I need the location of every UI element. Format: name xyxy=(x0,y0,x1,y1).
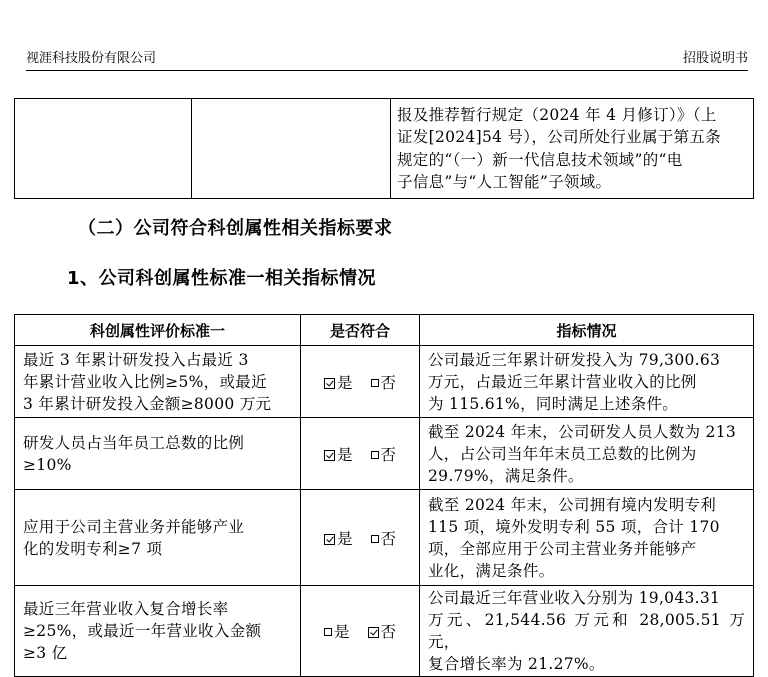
no-option xyxy=(368,620,397,642)
text-line: 子信息”与“人工智能”子领域。 xyxy=(397,173,612,191)
text-line: 截至 2024 年末，公司拥有境内发明专利 xyxy=(428,495,717,514)
text-line: 公司最近三年累计研发投入为 79,300.63 xyxy=(428,350,721,369)
compliance-cell xyxy=(301,586,420,677)
table-header-row xyxy=(15,315,754,346)
detail-cell xyxy=(420,346,754,418)
section-title: （二）公司符合科创属性相关指标要求 xyxy=(78,218,393,239)
empty-cell xyxy=(15,99,192,199)
text-line: 万元，占最近三年累计营业收入的比例 xyxy=(428,372,697,391)
table-row xyxy=(15,418,754,490)
no-label: 否 xyxy=(380,623,397,641)
yes-option xyxy=(324,620,350,642)
text-line: 公司最近三年营业收入分别为 19,043.31 xyxy=(428,589,721,607)
yes-option xyxy=(324,527,353,549)
standard-cell xyxy=(15,346,301,418)
no-option xyxy=(371,371,397,393)
text-line: 最近三年营业收入复合增长率 xyxy=(23,600,229,618)
text-line: 3 年累计研发投入金额≥8000 万元 xyxy=(23,394,272,413)
unchecked-box-icon xyxy=(371,379,379,387)
text-line: 化的发明专利≥7 项 xyxy=(23,539,163,558)
subsection-title: 1、公司科创属性标准一相关指标情况 xyxy=(67,268,377,289)
compliance-cell xyxy=(301,418,420,490)
text-line: 为 115.61%，同时满足上述条件。 xyxy=(428,394,679,413)
yes-label: 是 xyxy=(336,445,353,464)
text-line: 截至 2024 年末，公司研发人员人数为 213 xyxy=(428,422,737,441)
text-line: 人，占公司当年年末员工总数的比例为 xyxy=(428,444,697,463)
yes-label: 是 xyxy=(336,373,353,392)
company-name: 视涯科技股份有限公司 xyxy=(26,51,157,66)
criteria-table xyxy=(14,314,754,677)
text-line: 29.79%，满足条件。 xyxy=(428,466,584,485)
no-label: 否 xyxy=(380,529,397,548)
compliance-cell xyxy=(301,490,420,586)
text-line: 研发人员占当年员工总数的比例 xyxy=(23,433,245,452)
empty-cell xyxy=(192,99,391,199)
unchecked-box-icon xyxy=(371,451,379,459)
checked-box-icon xyxy=(324,534,335,545)
standard-cell xyxy=(15,418,301,490)
checked-box-icon xyxy=(368,627,379,638)
column-header: 科创属性评价标准一 xyxy=(15,315,301,346)
no-option xyxy=(371,527,397,549)
text-line: 证发[2024]54 号），公司所处行业属于第五条 xyxy=(397,128,721,146)
text-line: 应用于公司主营业务并能够产业 xyxy=(23,517,245,536)
text-line: ≥10% xyxy=(23,455,72,474)
unchecked-box-icon xyxy=(371,535,379,543)
no-option xyxy=(371,443,397,465)
text-line: 最近 3 年累计研发投入占最近 3 xyxy=(23,350,249,369)
table-row xyxy=(15,346,754,418)
checked-box-icon xyxy=(324,378,335,389)
document-type: 招股说明书 xyxy=(682,51,748,66)
column-header: 是否符合 xyxy=(301,315,420,346)
no-label: 否 xyxy=(380,445,397,464)
standard-cell xyxy=(15,586,301,677)
text-line: 复合增长率为 21.27%。 xyxy=(428,655,605,673)
checked-box-icon xyxy=(324,450,335,461)
text-line: 业化，满足条件。 xyxy=(428,561,555,580)
detail-cell xyxy=(420,418,754,490)
continuation-table xyxy=(14,98,754,199)
yes-label: 是 xyxy=(336,529,353,548)
yes-option xyxy=(324,443,353,465)
text-line: 项，全部应用于公司主营业务并能够产 xyxy=(428,539,697,558)
text-line: ≥25%，或最近一年营业收入金额 xyxy=(23,622,262,640)
table-row xyxy=(15,99,754,199)
unchecked-box-icon xyxy=(324,628,332,636)
table-row xyxy=(15,586,754,677)
page-header xyxy=(26,50,748,71)
compliance-cell xyxy=(301,346,420,418)
yes-label: 是 xyxy=(333,623,350,641)
detail-cell xyxy=(420,490,754,586)
text-line: 万元、21,544.56 万元和 28,005.51 万元， xyxy=(428,611,745,651)
text-line: ≥3 亿 xyxy=(23,644,68,662)
text-line: 115 项，境外发明专利 55 项，合计 170 xyxy=(428,517,720,536)
text-line: 年累计营业收入比例≥5%，或最近 xyxy=(23,372,267,391)
continuation-cell xyxy=(391,99,754,199)
table-row xyxy=(15,490,754,586)
detail-cell xyxy=(420,586,754,677)
no-label: 否 xyxy=(380,373,397,392)
text-line: 报及推荐暂行规定（2024 年 4 月修订）》（上 xyxy=(397,105,717,124)
column-header: 指标情况 xyxy=(420,315,754,346)
text-line: 规定的“（一）新一代信息技术领域”的“电 xyxy=(397,150,683,169)
yes-option xyxy=(324,371,353,393)
standard-cell xyxy=(15,490,301,586)
